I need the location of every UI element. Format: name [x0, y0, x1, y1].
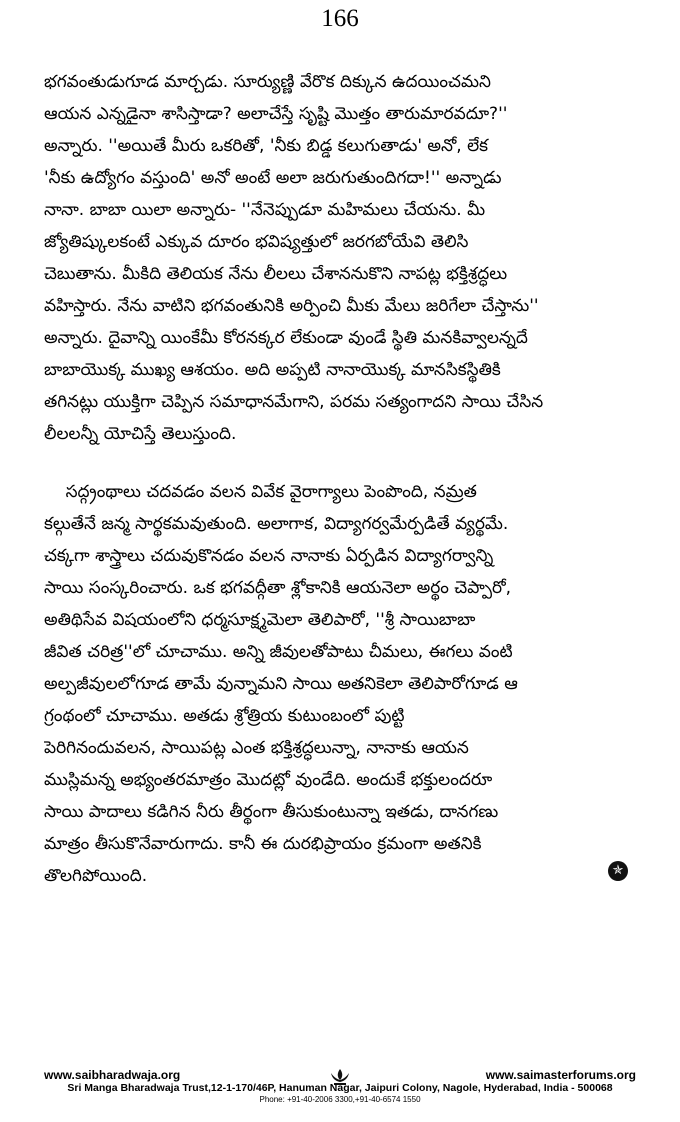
- text-line: భగవంతుడుగూడ మార్చడు. సూర్యుణ్ణి వేరొక దిక్కున ఉదయించమని: [44, 72, 491, 92]
- text-line: ముస్లిమన్న అభ్యంతరమాత్రం మొదట్లో వుండేది. అందుకే భక్తులందరూ: [44, 770, 493, 790]
- text-line: తగినట్లు యుక్తిగా చెప్పిన సమాధానమేగాని, పరమ సత్యంగాదని సాయి చేసిన: [44, 392, 544, 412]
- text-line: గ్రంథంలో చూచాము. అతడు శ్రోత్రియ కుటుంబంలో పుట్టి: [44, 706, 405, 726]
- text-line: అల్పజీవులలోగూడ తామే వున్నామని సాయి అతనికెలా తెలిపారోగూడ ఆ: [44, 674, 518, 694]
- text-line: సద్గ్రంథాలు చదవడం వలన వివేక వైరాగ్యాలు పెంపొంది, నమ్రత: [44, 482, 477, 502]
- text-line: సాయి సంస్కరించారు. ఒక భగవద్గీతా శ్లోకానికి ఆయనెలా అర్థం చెప్పారో,: [44, 578, 512, 598]
- text-line: సాయి పాదాలు కడిగిన నీరు తీర్థంగా తీసుకుంటున్నా ఇతడు, దానగణు: [44, 802, 499, 822]
- text-line: నానా. బాబా యిలా అన్నారు- ''నేనెప్పుడూ మహిమలు చేయను. మీ: [44, 200, 486, 220]
- footer-url-left[interactable]: www.saibharadwaja.org: [44, 1068, 181, 1082]
- page-number: 166: [321, 5, 359, 32]
- paragraph-2: [44, 476, 636, 892]
- text-line: అన్నారు. ''అయితే మీరు ఒకరితో, 'నీకు బిడ్డ కలుగుతాడు' అనో, లేక: [44, 136, 489, 156]
- paragraph-spacer: [44, 450, 636, 476]
- page-footer: [44, 1068, 636, 1112]
- footer-address: Sri Manga Bharadwaja Trust,12-1-170/46P, Hanuman Nagar, Jaipuri Colony, Nagole, Hyderabad, India - 500068: [67, 1082, 613, 1094]
- footer-phone: Phone: +91-40-2006 3300,+91-40-6574 1550: [259, 1095, 421, 1104]
- text-line: ఆయన ఎన్నడైనా శాసిస్తాడా? అలాచేస్తే సృష్టి మొత్తం తారుమారవదూ?'': [44, 104, 508, 124]
- text-line: చక్కగా శాస్త్రాలు చదువుకొనడం వలన నానాకు ఏర్పడిన విద్యాగర్వాన్ని: [44, 546, 494, 566]
- footer-url-right[interactable]: www.saimasterforums.org: [485, 1068, 636, 1082]
- text-line: జీవిత చరిత్ర''లో చూచాము. అన్ని జీవులతోపాటు చీమలు, ఈగలు వంటి: [44, 642, 513, 662]
- text-line: వహిస్తారు. నేను వాటిని భగవంతునికి అర్పించి మీకు మేలు జరిగేలా చేస్తాను'': [44, 296, 539, 316]
- body-text: [44, 66, 636, 892]
- text-line: తొలగిపోయింది.: [44, 866, 148, 886]
- end-star-icon: ✯: [608, 861, 628, 881]
- text-line: చెబుతాను. మీకిది తెలియక నేను లీలలు చేశాననుకొని నాపట్ల భక్తిశ్రద్ధలు: [44, 264, 508, 284]
- text-line: మాత్రం తీసుకొనేవారుగాదు. కానీ ఈ దురభిప్రాయం క్రమంగా అతనికి: [44, 834, 482, 854]
- text-line: జ్యోతిష్కులకంటే ఎక్కువ దూరం భవిష్యత్తులో జరగబోయేవి తెలిసి: [44, 232, 469, 252]
- text-line: కల్గుతేనే జన్మ సార్థకమవుతుంది. అలాగాక, విద్యాగర్వమేర్పడితే వ్యర్థమే.: [44, 514, 509, 534]
- text-line: లీలలన్నీ యోచిస్తే తెలుస్తుంది.: [44, 424, 237, 444]
- text-line: బాబాయొక్క ముఖ్య ఆశయం. అది అప్పటి నానాయొక్క మానసికస్థితికి: [44, 360, 501, 380]
- text-line: పెరిగినందువలన, సాయిపట్ల ఎంత భక్తిశ్రద్ధలున్నా, నానాకు ఆయన: [44, 738, 469, 758]
- text-line: అతిథిసేవ విషయంలోని ధర్మసూక్ష్మమెలా తెలిపారో, ''శ్రీ సాయిబాబా: [44, 610, 476, 630]
- text-line: 'నీకు ఉద్యోగం వస్తుంది' అనో అంటే అలా జరుగుతుందిగదా!'' అన్నాడు: [44, 168, 502, 188]
- paragraph-1: [44, 66, 636, 450]
- text-line: అన్నారు. దైవాన్ని యింకేమీ కోరనక్కర లేకుండా వుండే స్థితి మనకివ్వాలన్నదే: [44, 328, 528, 348]
